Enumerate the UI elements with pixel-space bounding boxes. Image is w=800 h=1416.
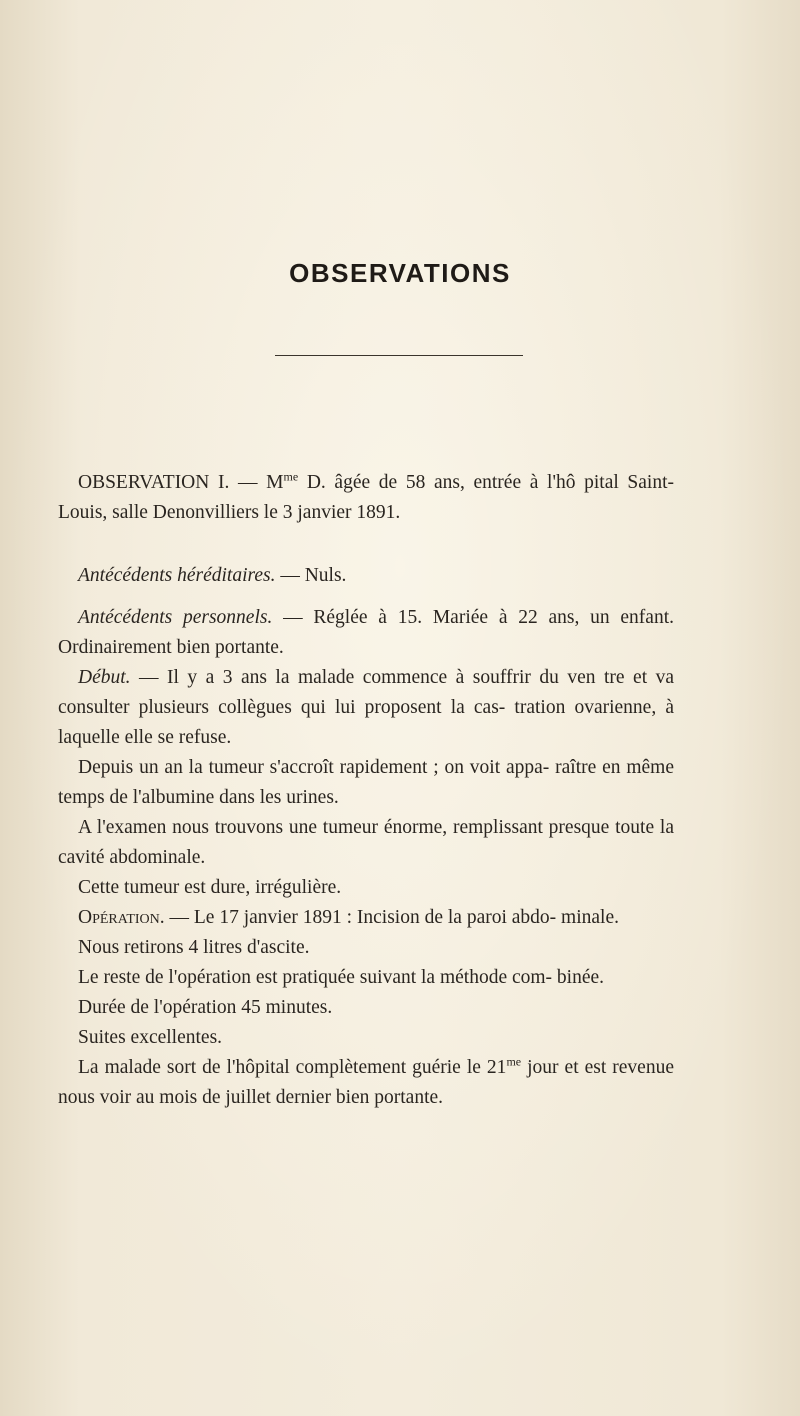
operation-label: Opération.: [78, 907, 165, 928]
debut-text: — Il y a 3 ans la malade commence à souffrir du ven tre et va consulter plusieurs collègues qui lui proposent la cas- tration ovarienne, à laquelle elle se refuse.: [58, 667, 674, 748]
debut-label: Début.: [78, 667, 131, 688]
paragraph-final: [58, 1053, 674, 1113]
paragraph-depuis: Depuis un an la tumeur s'accroît rapidement ; on voit appa- raître en même temps de l'albumine dans les urines.: [58, 757, 674, 808]
final-superscript: me: [506, 1054, 522, 1069]
antecedents-personnels-text: — Réglée à 15. Mariée à 22 ans, un enfant. Ordinairement bien portante.: [58, 607, 674, 658]
page-heading: OBSERVATIONS: [289, 258, 511, 288]
final-text-2: jour et est revenue nous voir au mois de juillet dernier bien portante.: [58, 1057, 674, 1108]
paragraph-suites: Suites excellentes.: [78, 1027, 223, 1048]
paragraph-duree: Durée de l'opération 45 minutes.: [78, 997, 333, 1018]
paragraph-reste: Le reste de l'opération est pratiquée suivant la méthode com- binée.: [78, 967, 605, 988]
antecedents-personnels-label: Antécédents personnels.: [78, 607, 273, 628]
paragraph-examen: A l'examen nous trouvons une tumeur énorme, remplissant presque toute la cavité abdominale.: [58, 817, 674, 868]
antecedents-hereditaires: [58, 561, 674, 591]
observation-text-2: D. âgée de 58 ans, entrée à l'hô pital Saint-Louis, salle Denonvilliers le 3 janvier 1891.: [58, 472, 674, 523]
observation-intro: [58, 468, 674, 528]
operation-paragraph: [58, 903, 674, 933]
final-text-1: La malade sort de l'hôpital complètement guérie le 21: [78, 1057, 507, 1078]
spacer: [58, 591, 674, 603]
observation-label: OBSERVATION I.: [78, 472, 230, 493]
antecedents-personnels: [58, 603, 674, 663]
paragraph-ascite: Nous retirons 4 litres d'ascite.: [78, 937, 310, 958]
observation-superscript: me: [283, 469, 299, 484]
antecedents-hereditaires-text: — Nuls.: [275, 565, 347, 586]
spacer: [58, 528, 674, 561]
antecedents-hereditaires-label: Antécédents héréditaires.: [78, 565, 276, 586]
paragraph-cette-tumeur: Cette tumeur est dure, irrégulière.: [78, 877, 342, 898]
observation-text-1: — M: [229, 472, 284, 493]
operation-text: — Le 17 janvier 1891 : Incision de la paroi abdo- minale.: [164, 907, 619, 928]
observation-body: [58, 468, 674, 1113]
debut-paragraph: [58, 663, 674, 753]
heading-rule: [275, 355, 523, 356]
